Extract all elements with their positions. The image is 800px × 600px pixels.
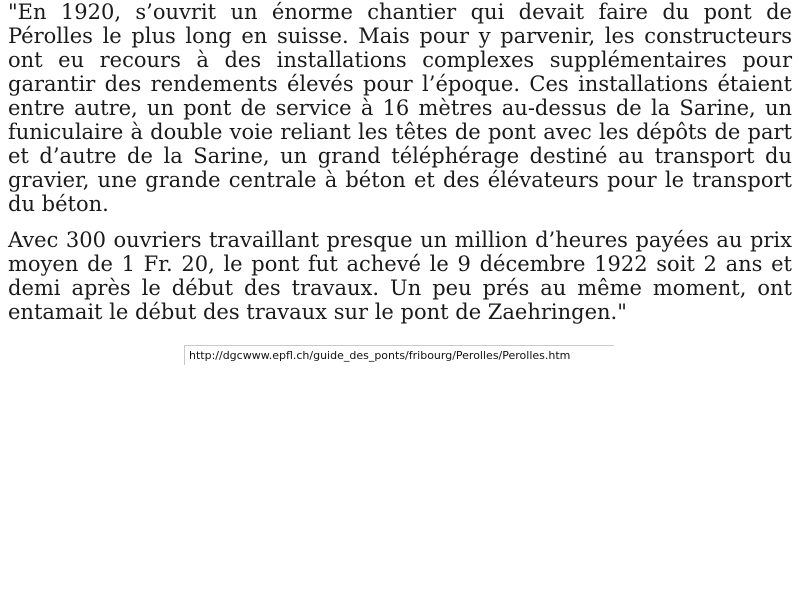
quote-paragraph-1: "En 1920, s’ouvrit un énorme chantier qui devait faire du pont de Pérolles le plus long en suisse. Mais pour y parvenir, les constructeurs ont eu recours à des installations complexes supplémentaires pour garantir des rendements élevés pour l’époque. Ces installations étaient entre autre, un pont de service à 16 mètres au-dessus de la Sarine, un funiculaire à double voie reliant les têtes de pont avec les dépôts de part et d’autre de la Sarine, un grand téléphérage destiné au transport du gravier, une grande centrale à béton et des élévateurs pour le transport du béton. bbox=[8, 0, 792, 216]
quote-paragraph-2: Avec 300 ouvriers travaillant presque un million d’heures payées au prix moyen de 1 Fr. 20, le pont fut achevé le 9 décembre 1922 soit 2 ans et demi après le début des travaux. Un peu prés au même moment, ont entamait le début des travaux sur le pont de Zaehringen." bbox=[8, 228, 792, 324]
source-url: http://dgcwww.epfl.ch/guide_des_ponts/fribourg/Perolles/Perolles.htm bbox=[189, 349, 571, 362]
quote-block bbox=[8, 0, 792, 324]
source-caption-box bbox=[184, 345, 614, 365]
